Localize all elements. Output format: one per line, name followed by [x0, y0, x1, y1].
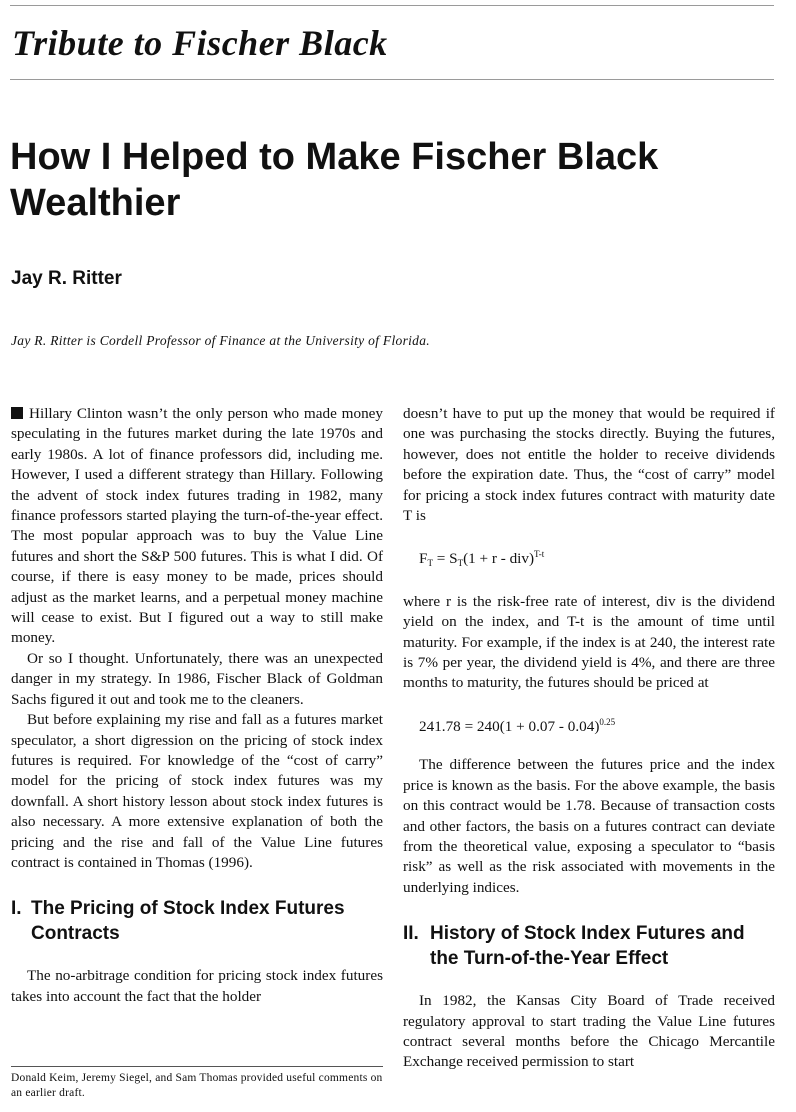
left-column [11, 404, 383, 1007]
formula-example: $241.78 = 240(1 + 0.07 - 0.04)^{0.25}$ [419, 716, 616, 735]
intro-paragraph: Hillary Clinton wasn’t the only person who made money speculating in the futures market during the late 1970s and early 1980s. A lot of finance professors did, including me. However, I used a different strategy than Hillary. Following the advent of stock index futures trading in 1982, many finance professors started playing the turn-of-the-year effect. The most popular approach was to buy the Value Line futures and short the S&P 500 futures. This is what I did. Of course, if there is easy money to be made, prices should adjust as the market learns, and a perpetual money machine will cease to exist. But I figured out a way to still make money. [11, 405, 383, 647]
article-title: How I Helped to Make Fischer Black Wealthier [10, 136, 659, 224]
paragraph: Or so I thought. Unfortunately, there was an unexpected danger in my strategy. In 1986, Fischer Black of Goldman Sachs figured it out and took me to the cleaners. [11, 649, 383, 708]
top-rule [10, 5, 774, 6]
square-bullet-icon [11, 407, 23, 419]
formula-cost-of-carry: $F_T = S_T(1 + r - div)^{T-t}$ [419, 549, 545, 569]
paragraph: where r is the risk-free rate of interest, div is the dividend yield on the index, and T-t is the amount of time until maturity. For example, if the index is at 240, the interest rate is 7% per year, the dividend yield is 4%, and there are three months to maturity, the futures should be priced at [403, 592, 775, 692]
author-affiliation: Jay R. Ritter is Cordell Professor of Finance at the University of Florida. [11, 333, 430, 348]
section-number: I. [11, 898, 22, 920]
paragraph: The no-arbitrage condition for pricing stock index futures takes into account the fact that the holder [11, 967, 383, 1005]
series-rule [10, 79, 774, 80]
paragraph: doesn’t have to put up the money that would be required if one was purchasing the stocks directly. Buying the futures, however, does not entitle the holder to receive dividends before the expiration date. Thus, the “cost of carry” model for pricing a stock index futures contract with maturity date T is [403, 405, 775, 525]
footnote: Donald Keim, Jeremy Siegel, and Sam Thomas provided useful comments on an earlier draft. [11, 1072, 383, 1099]
series-title: Tribute to Fischer Black [12, 23, 388, 63]
section-title: The Pricing of Stock Index Futures Contracts [31, 898, 345, 945]
author-name: Jay R. Ritter [11, 268, 122, 289]
right-column [403, 404, 775, 1073]
footnote-rule [11, 1066, 383, 1067]
paragraph: The difference between the futures price and the index price is known as the basis. For the above example, the basis on this contract would be 1.78. Because of transaction costs and other factors, the basis on a futures contract can deviate from the theoretical value, exposing a speculator to “basis risk” as well as the risk associated with movements in the underlying indices. [403, 756, 775, 896]
paragraph: In 1982, the Kansas City Board of Trade received regulatory approval to start trading the Value Line futures contract several months before the Chicago Mercantile Exchange received permission to start [403, 992, 775, 1071]
section-title: History of Stock Index Futures and the Turn-of-the-Year Effect [430, 923, 745, 970]
section-heading-1 [11, 896, 383, 946]
section-number: II. [403, 923, 419, 945]
section-heading-2 [403, 921, 775, 971]
paragraph: But before explaining my rise and fall as a futures market speculator, a short digression on the pricing of stock index futures is required. For knowledge of the “cost of carry” model for the pricing of stock index futures was my downfall. A short history lesson about stock index futures is also necessary. A more extensive explanation of both the pricing and the rise and fall of the Value Line futures contract is contained in Thomas (1996). [11, 711, 383, 871]
